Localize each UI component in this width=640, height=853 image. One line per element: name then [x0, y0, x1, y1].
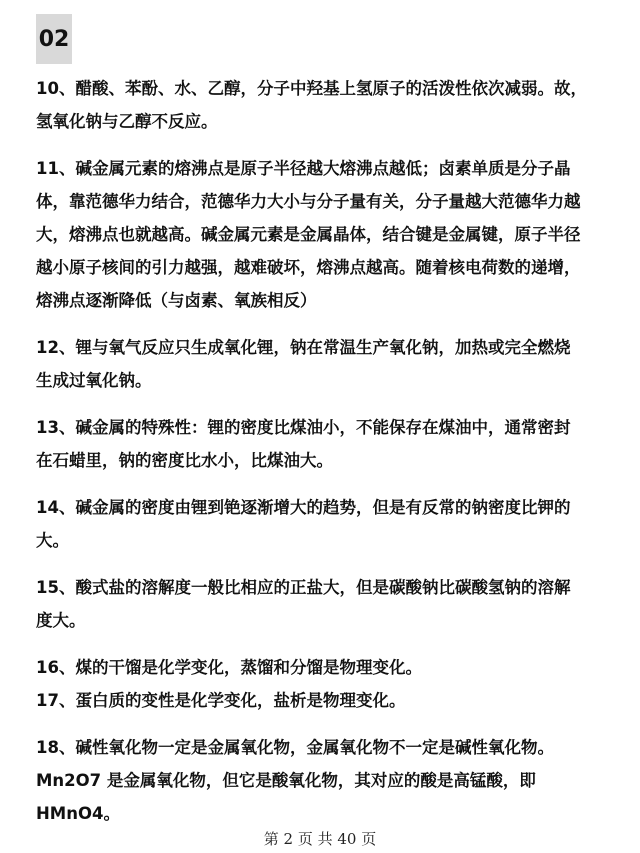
note-item-18: 18、碱性氧化物一定是金属氧化物，金属氧化物不一定是碱性氧化物。 Mn2O7 是金属氧化物，但它是酸氧化物，其对应的酸是高锰酸，即 HMnO4。 [36, 738, 554, 823]
note-item-16: 16、煤的干馏是化学变化，蒸馏和分馏是物理变化。 [36, 658, 422, 677]
note-list [36, 72, 606, 830]
note-item-10: 10、醋酸、苯酚、水、乙醇，分子中羟基上氢原子的活泼性依次减弱。故， 氢氧化钠与乙醇不反应。 [36, 79, 587, 131]
note-item-12: 12、锂与氧气反应只生成氧化锂，钠在常温生产氧化钠，加热或完全燃烧 生成过氧化钠。 [36, 338, 571, 390]
note-item-11: 11、碱金属元素的熔沸点是原子半径越大熔沸点越低；卤素单质是分子晶 体，靠范德华力结合，范德华力大小与分子量有关，分子量越大范德华力越 大，熔沸点也就越高。碱金属元素是金属晶体，结合键是金属键，原子半径 越小原子核间的引力越强，越难破坏，熔沸点越高。随着核电荷数的递增， 熔沸点逐渐降低（与卤素、氧族相反） [36, 159, 581, 310]
note-item-13: 13、碱金属的特殊性：锂的密度比煤油小，不能保存在煤油中，通常密封 在石蜡里，钠的密度比水小，比煤油大。 [36, 418, 571, 470]
note-item-14: 14、碱金属的密度由锂到铯逐渐增大的趋势，但是有反常的钠密度比钾的 大。 [36, 498, 571, 550]
note-item-17: 17、蛋白质的变性是化学变化，盐析是物理变化。 [36, 691, 406, 710]
page-footer: 第 2 页 共 40 页 [263, 830, 377, 848]
section-number-badge: 02 [36, 14, 72, 64]
note-item-15: 15、酸式盐的溶解度一般比相应的正盐大，但是碳酸钠比碳酸氢钠的溶解 度大。 [36, 578, 571, 630]
